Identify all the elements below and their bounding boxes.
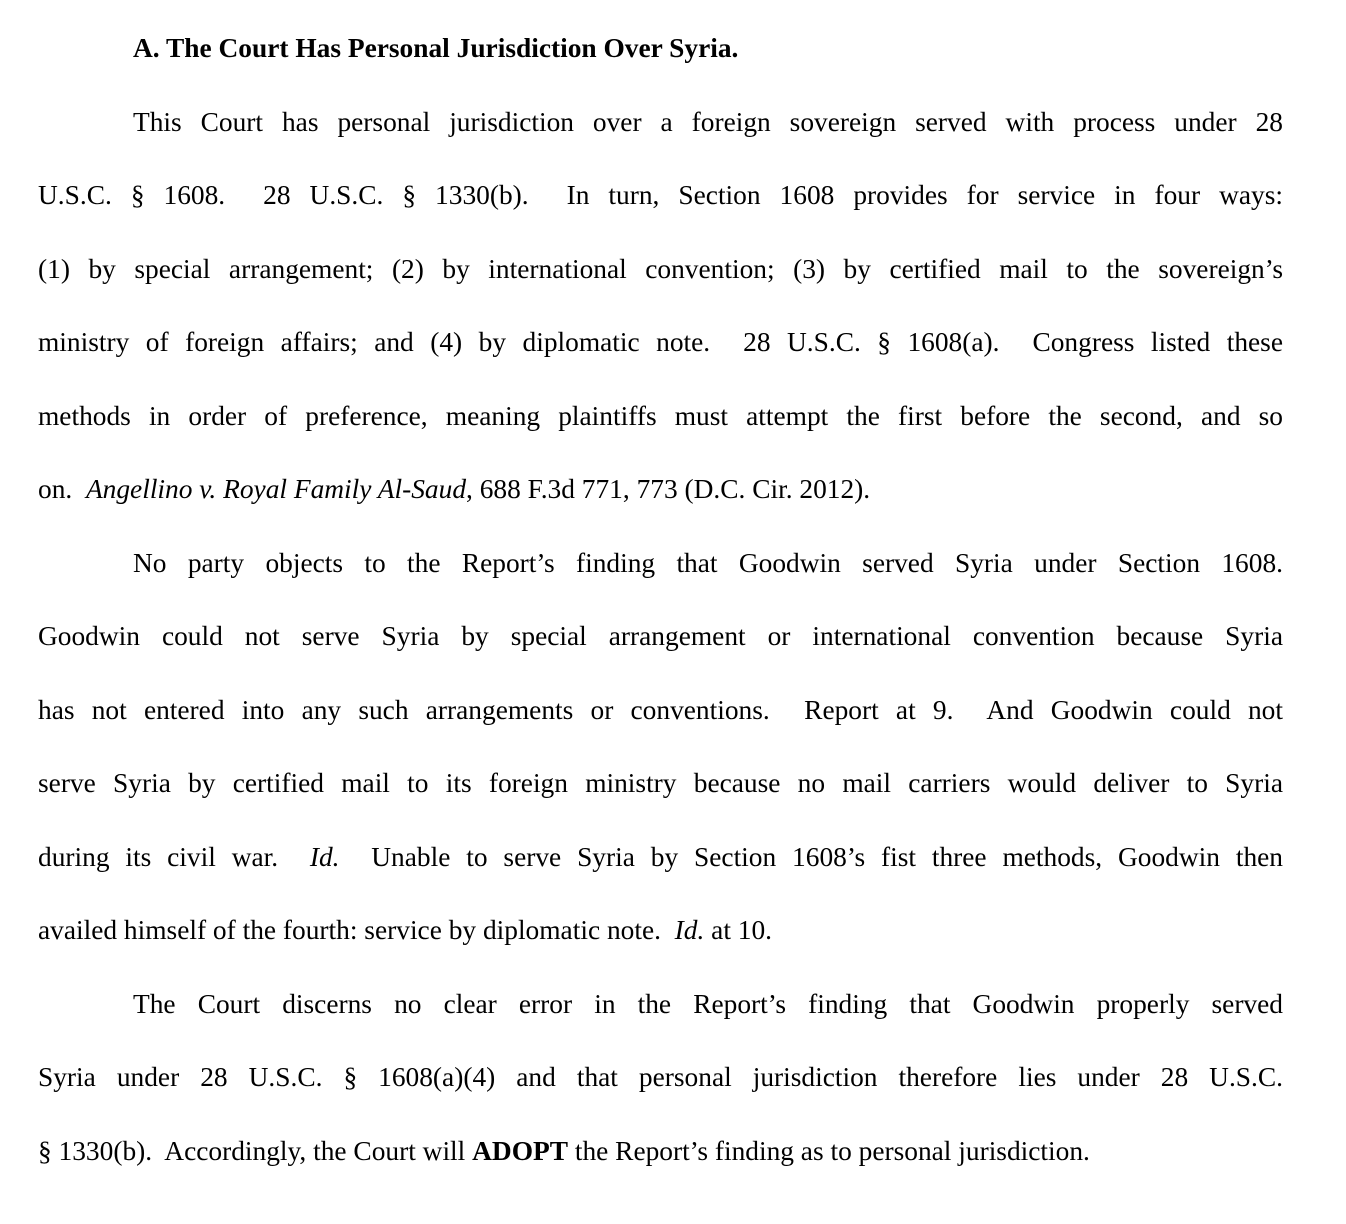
text-run: methods in order of preference, meaning plaintiffs must attempt the first before the second, and so (38, 400, 1283, 431)
text-run: ministry of foreign affairs; and (4) by diplomatic note. 28 U.S.C. § 1608(a). Congress listed these (38, 327, 1283, 357)
document-line (38, 1041, 1283, 1115)
text-run: has not entered into any such arrangements or conventions. Report at 9. And Goodwin could not (38, 694, 1283, 725)
text-run: § 1330(b). Accordingly, the Court will (38, 1135, 473, 1166)
section-heading: A. The Court Has Personal Jurisdiction Over Syria. (133, 33, 739, 63)
text-run: No party objects to the Report’s finding that Goodwin served Syria under Section 1608. (133, 547, 1283, 578)
text-run: serve Syria by certified mail to its foreign ministry because no mail carriers would deliver to Syria (38, 768, 1283, 798)
text-run-italic: Id. (309, 841, 340, 872)
document-line (38, 1115, 1283, 1189)
document-line (38, 821, 1283, 895)
text-run: Syria under 28 U.S.C. § 1608(a)(4) and that personal jurisdiction therefore lies under 28 U.S.C. (38, 1062, 1283, 1092)
text-run-bold: ADOPT (472, 1135, 569, 1166)
text-run: during its civil war. (38, 841, 310, 872)
text-run: This Court has personal jurisdiction over a foreign sovereign served with process under 28 (133, 106, 1283, 137)
document-text-block (38, 12, 1283, 1188)
document-line (38, 380, 1283, 454)
document-line (38, 674, 1283, 748)
paragraph (38, 968, 1283, 1189)
text-run: at 10. (704, 915, 773, 945)
text-run: (1) by special arrangement; (2) by international convention; (3) by certified mail to the sovereign’s (38, 253, 1283, 284)
paragraph (38, 527, 1283, 968)
document-line (38, 600, 1283, 674)
document-line (38, 453, 1283, 527)
document-line (38, 306, 1283, 380)
document-line (38, 233, 1283, 307)
text-run: availed himself of the fourth: service by diplomatic note. (38, 915, 675, 945)
document-paragraphs (38, 86, 1283, 1189)
document-line (38, 86, 1283, 160)
text-run: The Court discerns no clear error in the Report’s finding that Goodwin properly served (133, 988, 1283, 1019)
text-run: the Report’s finding as to personal jurisdiction. (568, 1135, 1090, 1166)
text-run-italic: Id. (674, 915, 705, 945)
text-run: Goodwin could not serve Syria by special arrangement or international convention because Syria (38, 621, 1283, 651)
document-line (38, 747, 1283, 821)
text-run: U.S.C. § 1608. 28 U.S.C. § 1330(b). In turn, Section 1608 provides for service in four ways: (38, 180, 1283, 210)
document-line (38, 527, 1283, 601)
paragraph (38, 86, 1283, 527)
text-run: Unable to serve Syria by Section 1608’s fist three methods, Goodwin then (339, 841, 1283, 872)
text-run: on. (38, 474, 86, 504)
text-run-italic: Angellino v. Royal Family Al-Saud (85, 474, 467, 504)
document-line (38, 968, 1283, 1042)
document-line (38, 159, 1283, 233)
text-run: , 688 F.3d 771, 773 (D.C. Cir. 2012). (466, 474, 871, 504)
document-line (38, 894, 1283, 968)
